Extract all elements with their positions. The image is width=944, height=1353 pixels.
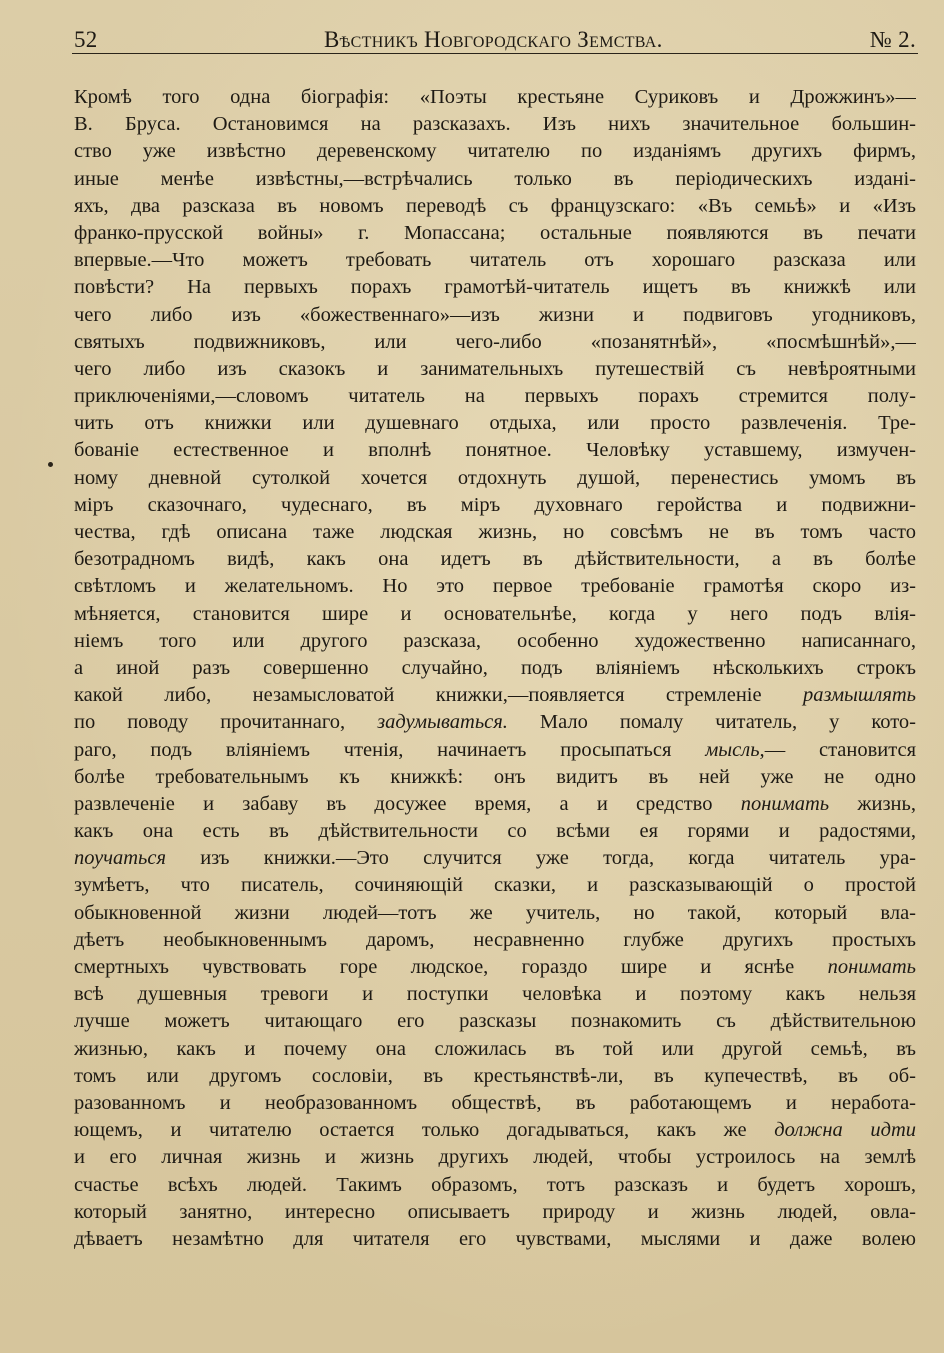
text-line: бованіе естественное и вполнѣ понятное. Человѣку уставшему, измучен-: [74, 439, 916, 462]
text-line: приключеніями,—словомъ читатель на первыхъ порахъ стремится полу-: [74, 385, 916, 408]
text-line: жизнью, какъ и почему она сложилась въ той или другой семьѣ, въ: [74, 1037, 916, 1060]
text-line: ніемъ того или другого разсказа, особенно художественно написаннаго,: [74, 629, 916, 652]
text-line: всѣ душевныя тревоги и поступки человѣка и поэтому какъ нельзя: [74, 983, 916, 1006]
text-line: развлеченіе и забаву въ досужее время, а и средство понимать жизнь,: [74, 792, 916, 815]
text-line: чества, гдѣ описана таже людская жизнь, но совсѣмъ не въ томъ часто: [74, 521, 916, 543]
text-line: разованномъ и необразованномъ обществѣ, въ работающемъ и неработа-: [74, 1091, 916, 1114]
issue-number: № 2.: [869, 27, 916, 52]
text-line: счастье всѣхъ людей. Такимъ образомъ, тотъ разсказъ и будетъ хорошъ,: [74, 1173, 916, 1196]
running-title: Вѣстникъ Новгородскаго Земства.: [324, 27, 663, 52]
text-line: по поводу прочитаннаго, задумываться. Мало помалу читатель, у кото-: [74, 711, 916, 734]
text-line: ство уже извѣстно деревенскому читателю по изданіямъ другихъ фирмъ,: [74, 140, 916, 163]
text-line: поучаться изъ книжки.—Это случится уже тогда, когда читатель ура-: [74, 847, 916, 870]
margin-mark: [48, 462, 53, 467]
text-line: яхъ, два разсказа въ новомъ переводѣ съ французскаго: «Въ семьѣ» и «Изъ: [74, 194, 916, 217]
text-line: святыхъ подвижниковъ, или чего-либо «позанятнѣй», «посмѣшнѣй»,—: [74, 330, 916, 353]
text-line: ющемъ, и читателю остается только догадываться, какъ же должна идти: [74, 1119, 916, 1142]
text-line: Кромѣ того одна біографія: «Поэты крестьяне Суриковъ и Дрожжинъ»—: [74, 86, 916, 108]
text-line: чего либо изъ сказокъ и занимательныхъ путешествій съ невѣроятными: [74, 357, 916, 380]
text-line: иные менѣе извѣстны,—встрѣчались только въ періодическихъ издані-: [74, 167, 916, 190]
text-line: и его личная жизнь и жизнь другихъ людей, чтобы устроилось на землѣ: [74, 1146, 916, 1169]
text-line: раго, подъ вліяніемъ чтенія, начинаетъ просыпаться мысль,— становится: [74, 738, 916, 761]
text-line: который занятно, интересно описываетъ природу и жизнь людей, овла-: [74, 1200, 916, 1223]
text-line: повѣсти? На первыхъ порахъ грамотѣй-читатель ищетъ въ книжкѣ или: [74, 276, 916, 299]
text-line: зумѣетъ, что писатель, сочиняющій сказки, и разсказывающій о простой: [74, 874, 916, 897]
text-line: міръ сказочнаго, чудеснаго, въ міръ духовнаго геройства и подвижни-: [74, 493, 916, 516]
text-line: болѣе требовательнымъ къ книжкѣ: онъ видитъ въ ней уже не одно: [74, 765, 916, 788]
text-line: чить отъ книжки или душевнаго отдыха, или просто развлеченія. Тре-: [74, 412, 916, 435]
text-line: какъ она есть въ дѣйствительности со всѣми ея горями и радостями,: [74, 820, 916, 843]
text-line: дѣваетъ незамѣтно для читателя его чувствами, мыслями и даже волею: [74, 1227, 916, 1250]
text-line: а иной разъ совершенно случайно, подъ вліяніемъ нѣсколькихъ строкъ: [74, 656, 916, 679]
text-line: лучше можетъ читающаго его разсказы познакомить съ дѣйствительною: [74, 1010, 916, 1033]
body-text: [74, 84, 916, 1253]
text-line: ному дневной сутолкой хочется отдохнуть душой, перенестись умомъ въ: [74, 466, 916, 489]
text-line: какой либо, незамысловатой книжки,—появляется стремленіе размышлять: [74, 684, 916, 707]
header-rule: [72, 53, 918, 54]
text-line: смертныхъ чувствовать горе людское, гораздо шире и яснѣе понимать: [74, 956, 916, 978]
page-header: [74, 24, 916, 54]
text-line: мѣняется, становится шире и основательнѣе, когда у него подъ влія-: [74, 602, 916, 625]
text-line: безотрадномъ видѣ, какъ она идетъ въ дѣйствительности, а въ болѣе: [74, 548, 916, 571]
page-number: 52: [74, 27, 98, 52]
text-line: дѣетъ необыкновеннымъ даромъ, несравненно глубже другихъ простыхъ: [74, 928, 916, 951]
text-line: обыкновенной жизни людей—тотъ же учитель, но такой, который вла-: [74, 901, 916, 924]
text-line: чего либо изъ «божественнаго»—изъ жизни и подвиговъ угодниковъ,: [74, 303, 916, 326]
text-line: томъ или другомъ сословіи, въ крестьянствѣ-ли, въ купечествѣ, въ об-: [74, 1064, 916, 1087]
text-line: свѣтломъ и желательномъ. Но это первое требованіе грамотѣя скоро из-: [74, 575, 916, 598]
text-line: впервые.—Что можетъ требовать читатель отъ хорошаго разсказа или: [74, 249, 916, 272]
text-line: франко-прусской войны» г. Мопассана; остальные появляются въ печати: [74, 221, 916, 244]
text-line: В. Бруса. Остановимся на разсказахъ. Изъ нихъ значительное большин-: [74, 113, 916, 136]
